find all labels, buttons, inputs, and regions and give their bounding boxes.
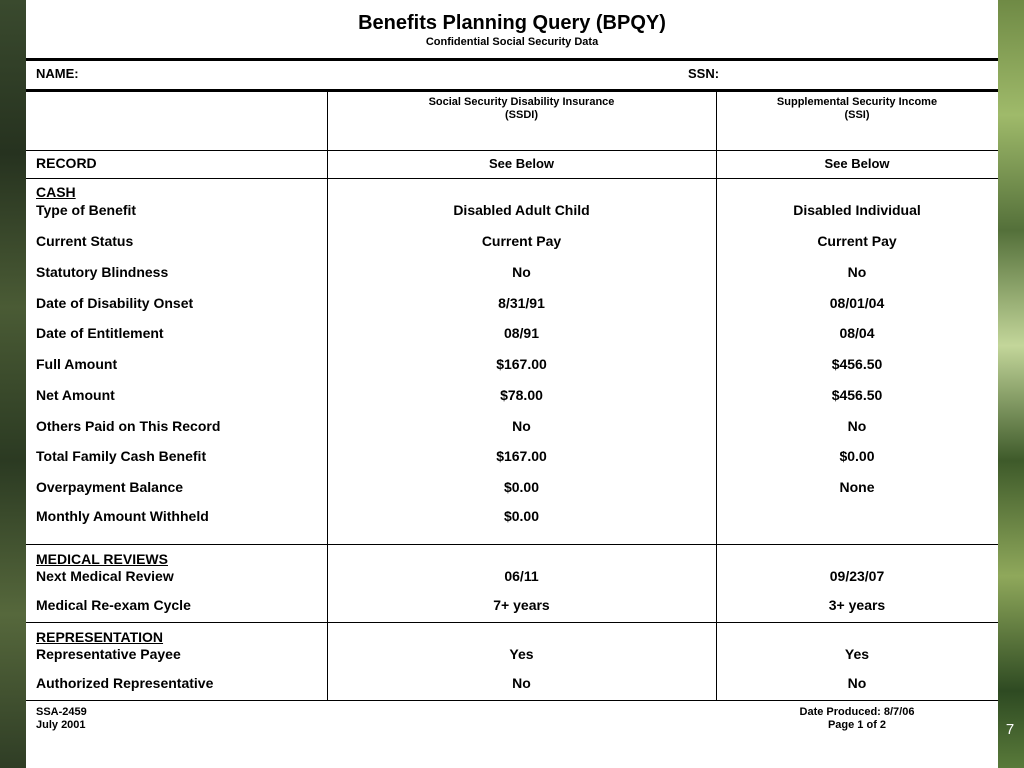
row-ssdi-value: No xyxy=(512,675,531,691)
record-ssdi: See Below xyxy=(488,156,555,171)
right-decorative-edge xyxy=(998,0,1024,768)
row-label: Date of Disability Onset xyxy=(36,295,194,311)
ssdi-header-line1: Social Security Disability Insurance xyxy=(428,96,615,108)
row-ssi-value: No xyxy=(847,418,867,434)
left-decorative-edge xyxy=(0,0,26,768)
row-label: Total Family Cash Benefit xyxy=(36,448,207,464)
row-ssi-value: 09/23/07 xyxy=(829,568,885,584)
row-ssdi-value: 06/11 xyxy=(504,568,539,584)
rule-medical xyxy=(26,622,998,623)
row-ssdi-value: $0.00 xyxy=(503,508,540,524)
name-label: NAME: xyxy=(36,66,79,81)
rule-name xyxy=(26,89,998,92)
rule-representation xyxy=(26,700,998,701)
form-footer-right xyxy=(716,706,998,732)
row-ssdi-value: $167.00 xyxy=(496,448,547,464)
row-ssi-value: $456.50 xyxy=(831,387,883,403)
page-count: Page 1 of 2 xyxy=(827,719,887,731)
cash-section-title: CASH xyxy=(36,184,76,200)
row-ssdi-value: 08/91 xyxy=(503,325,540,341)
row-ssdi-value: Current Pay xyxy=(481,233,562,249)
row-ssdi-value: $78.00 xyxy=(500,387,543,403)
rule-record xyxy=(26,178,998,179)
row-ssi-value: $0.00 xyxy=(839,448,875,464)
row-label: Full Amount xyxy=(36,356,118,372)
page-subtitle: Confidential Social Security Data xyxy=(425,36,599,48)
row-ssi-value: None xyxy=(839,479,875,495)
row-ssi-value: Disabled Individual xyxy=(793,202,921,218)
row-ssdi-value: $167.00 xyxy=(496,356,547,372)
row-ssdi-value: Disabled Adult Child xyxy=(453,202,590,218)
form-header xyxy=(26,0,998,58)
form-date: July 2001 xyxy=(36,719,86,731)
row-ssi-value: 08/01/04 xyxy=(829,295,885,311)
row-ssdi-value: No xyxy=(512,418,531,434)
row-ssi-value: No xyxy=(847,675,867,691)
representation-section-title: REPRESENTATION xyxy=(36,629,164,645)
bpqy-form xyxy=(26,0,998,768)
row-label: Statutory Blindness xyxy=(36,264,169,280)
ssi-header-line2: (SSI) xyxy=(844,109,870,121)
row-label: Others Paid on This Record xyxy=(36,418,221,434)
row-ssi-value: Yes xyxy=(844,646,870,662)
form-footer-left xyxy=(36,706,87,732)
name-ssn-bar xyxy=(26,60,998,88)
row-label: Authorized Representative xyxy=(36,675,214,691)
record-ssi: See Below xyxy=(824,156,890,171)
record-label: RECORD xyxy=(36,155,97,171)
row-ssi-value: Current Pay xyxy=(817,233,897,249)
ssn-label: SSN: xyxy=(688,66,720,81)
row-ssi-value: $456.50 xyxy=(831,356,883,372)
row-ssi-value: No xyxy=(847,264,867,280)
row-label: Overpayment Balance xyxy=(36,479,184,495)
row-label: Current Status xyxy=(36,233,134,249)
row-ssdi-value: 7+ years xyxy=(493,597,550,613)
form-number: SSA-2459 xyxy=(36,706,87,718)
ssi-header-line1: Supplemental Security Income xyxy=(776,96,938,108)
row-ssdi-value: Yes xyxy=(509,646,534,662)
row-ssi-value: 3+ years xyxy=(828,597,886,613)
ssdi-header-line2: (SSDI) xyxy=(505,109,538,121)
row-ssdi-value: No xyxy=(512,264,531,280)
rule-columns xyxy=(26,150,998,151)
row-label: Type of Benefit xyxy=(36,202,137,218)
rule-cash xyxy=(26,544,998,545)
row-ssdi-value: 8/31/91 xyxy=(498,295,545,311)
row-ssi-value: 08/04 xyxy=(839,325,875,341)
row-label: Monthly Amount Withheld xyxy=(36,508,209,524)
row-label: Next Medical Review xyxy=(36,568,174,584)
medical-section-title: MEDICAL REVIEWS xyxy=(36,551,168,567)
row-label: Net Amount xyxy=(36,387,115,403)
row-label: Representative Payee xyxy=(36,646,181,662)
row-label: Medical Re-exam Cycle xyxy=(36,597,191,613)
date-produced: Date Produced: 8/7/06 xyxy=(799,706,915,718)
column-header-ssdi xyxy=(327,96,716,122)
page-title: Benefits Planning Query (BPQY) xyxy=(358,12,666,34)
column-header-ssi xyxy=(716,96,998,122)
row-label: Date of Entitlement xyxy=(36,325,164,341)
slide-number: 7 xyxy=(1005,721,1015,738)
row-ssdi-value: $0.00 xyxy=(503,479,540,495)
